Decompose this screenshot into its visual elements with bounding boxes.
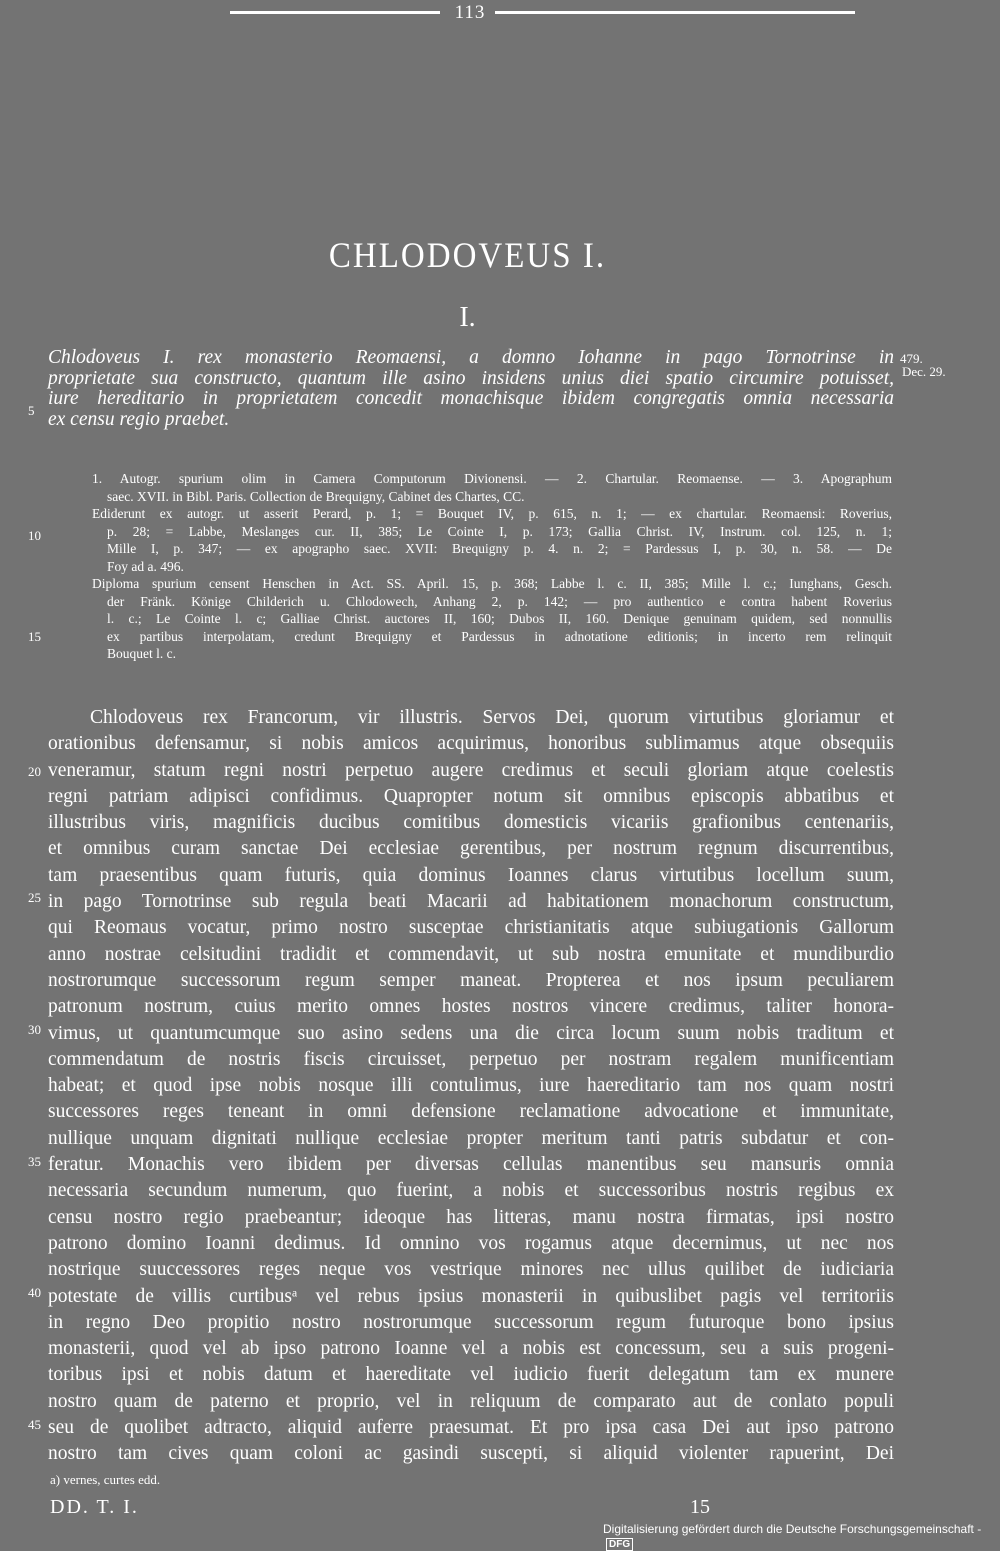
main-line: Chlodoveus rex Francorum, vir illustris. Servos Dei, quorum virtutibus gloriamur et [90, 707, 894, 728]
main-line: successores reges teneant in omni defensione reclamatione advocatione et immunitate, [48, 1101, 894, 1123]
margin-date [900, 352, 946, 378]
main-line: habeat; et quod ipse nobis nosque illi contulimus, iure haereditario tam nos quam nostri [48, 1075, 894, 1097]
footnote: a) vernes, curtes edd. [50, 1472, 161, 1487]
dfg-notice-text: Digitalisierung gefördert durch die Deutsche Forschungsgemeinschaft - [603, 1522, 982, 1536]
line-number: 15 [28, 629, 41, 644]
main-line: potestate de villis curtibusᵃ vel rebus ipsius monasterii in quibuslibet pagis vel territoriis [48, 1285, 894, 1307]
main-line: necessaria secundum numerum, quo fuerint, a nobis et successoribus nostris regibus ex [48, 1180, 894, 1202]
note-line: 1. Autogr. spurium olim in Camera Computorum Divionensi. — 2. Chartular. Reomaense. — 3. Apographum [92, 471, 892, 486]
note-line: Bouquet l. c. [107, 646, 176, 661]
note-line: Ediderunt ex autogr. ut asserit Perard, p. 1; = Bouquet IV, p. 615, n. 1; — ex chartular. Reomaensi: Roverius, [92, 506, 892, 521]
main-line: monasterii, quod vel ab ipso patrono Ioanne vel a nobis est concessum, seu a suis progeni- [48, 1338, 894, 1360]
summary-line: ex censu regio praebet. [48, 408, 230, 430]
note-line: saec. XVII. in Bibl. Paris. Collection de Brequigny, Cabinet des Chartes, CC. [107, 488, 525, 504]
note-line: l. c.; Le Cointe l. c; Galliae Christ. auctores II, 160; Dubos II, 160. Denique genuinam quidem, sed nonnullis [107, 611, 892, 626]
main-line: regni patriam adipisci confidimus. Quapropter notum sit omnibus episcopis abbatibus et [48, 785, 894, 807]
summary-line: proprietate sua constructo, quantum ille asino insidens unius diei spatio circumire potuisset, [48, 367, 894, 389]
main-line: in regno Deo propitio nostro nostrorumque successorum regum futuroque bono ipsius [48, 1311, 894, 1333]
line-number: 45 [28, 1417, 41, 1432]
source-notes [92, 470, 892, 663]
main-line: nullique unquam dignitati nullique ecclesiae propter meritum tanti patris subdatur et con- [48, 1127, 894, 1149]
main-line: commendatum de nostris fiscis circuisset, perpetuo per nostram regalem munificentiam [48, 1048, 894, 1070]
main-line: censu nostro regio praebeantur; ideoque has litteras, manu nostra firmatas, ipsi nostro [48, 1206, 894, 1228]
document-title: CHLODOVEUS I. [328, 236, 607, 276]
note-line: Mille I, p. 347; — ex apographo saec. XVII: Brequigny p. 4. n. 2; = Pardessus I, p. 30, n. 58. — De [107, 541, 892, 556]
page-number: 113 [454, 2, 486, 23]
line-number: 30 [28, 1022, 41, 1037]
main-text [48, 705, 894, 1468]
main-line: qui Reomaus vocatur, primo nostro susceptae christianitatis atque subiugationis Gallorum [48, 917, 894, 939]
main-line: vimus, ut quantumcumque suo asino sedens una die circa locum suum nobis traditum et [48, 1022, 894, 1044]
note-line: Diploma spurium censent Henschen in Act. SS. April. 15, p. 368; Labbe l. c. II, 385; Mille l. c.; Iunghans, Gesch. [92, 576, 892, 591]
line-number: 5 [28, 403, 35, 418]
dfg-notice [603, 1522, 1000, 1551]
main-line: nostro quam de paterno et proprio, vel in reliquum de comparato aut de conlato populi [48, 1390, 894, 1412]
margin-date-day: Dec. 29. [902, 364, 946, 379]
note-line: Foy ad a. 496. [107, 558, 184, 574]
summary-regest [48, 348, 894, 430]
main-line: et omnibus curam sanctae Dei ecclesiae gerentibus, per nostrum regnum discurrentibus, [48, 838, 894, 860]
main-line: nostro tam cives quam coloni ac gasindi suscepti, si aliquid violenter rapuerint, Dei [48, 1443, 894, 1465]
main-line: anno nostrae celsitudini tradidit et commendavit, ut sub nostra emunitate et mundiburdio [48, 943, 894, 965]
main-line: orationibus defensamur, si nobis amicos acquirimus, honoribus sublimamus atque obsequiis [48, 733, 894, 755]
main-line: nostrorumque successorum regum semper maneat. Propterea et nos ipsum peculiarem [48, 969, 894, 991]
header-rule-right [495, 11, 855, 14]
line-number: 25 [28, 890, 41, 905]
line-number: 10 [28, 528, 41, 543]
summary-line: Chlodoveus I. rex monasterio Reomaensi, a domno Iohanne in pago Tornotrinse in [48, 347, 894, 368]
margin-date-year: 479. [900, 351, 923, 366]
main-line: illustribus viris, magnificis ducibus comitibus domesticis vicariis grafionibus centenariis, [48, 812, 894, 834]
dfg-logo-icon: DFG [606, 1538, 633, 1551]
document-number: I. [459, 302, 476, 333]
main-line: feratur. Monachis vero ibidem per diversas cellulas manentibus seu mansuris omnia [48, 1154, 894, 1176]
summary-line: iure hereditario in proprietatem concedit monachisque ibidem congregatis omnia necessaria [48, 388, 894, 409]
main-line: patrono domino Ioanni dedimus. Id omnino vos rogamus atque decernimus, ut nec nos [48, 1232, 894, 1254]
line-number: 20 [28, 764, 41, 779]
main-line: toribus ipsi et nobis datum et haereditate vel iudicio fuerit delegatum tam ex munere [48, 1364, 894, 1386]
note-line: ex partibus interpolatam, credunt Brequigny et Pardessus in adnotatione editionis; in incerto rem relinquit [107, 628, 892, 644]
main-line: veneramur, statum regni nostri perpetuo augere credimus et seculi gloriam atque coelestis [48, 759, 894, 781]
line-number: 35 [28, 1154, 41, 1169]
main-line: patronum nostrum, cuius merito omnes hostes nostros vincere credimus, taliter honora- [48, 996, 894, 1018]
main-line: seu de quolibet adtracto, aliquid auferre praesumat. Et pro ipsa casa Dei aut ipso patrono [48, 1417, 894, 1439]
header-rule-left [230, 11, 440, 14]
main-line: tam praesentibus quam futuris, quia dominus Ioannes clarus virtutibus locellum suum, [48, 864, 894, 886]
main-line: nostrique suuccessores reges neque vos vestrique minores nec ullus quilibet de iudiciaria [48, 1259, 894, 1281]
main-line: in pago Tornotrinse sub regula beati Macarii ad habitationem monachorum constructum, [48, 891, 894, 913]
note-line: p. 28; = Labbe, Meslanges cur. II, 385; Le Cointe I, p. 173; Gallia Christ. IV, Instrum. col. 125, n. 1; [107, 523, 892, 539]
signature-mark: DD. T. I. [50, 1496, 139, 1518]
signature-number: 15 [690, 1496, 710, 1518]
line-number: 40 [28, 1285, 41, 1300]
note-line: der Fränk. Könige Childerich u. Chlodowech, Anhang 2, p. 142; — pro authentico e contra habent Roverius [107, 593, 892, 609]
